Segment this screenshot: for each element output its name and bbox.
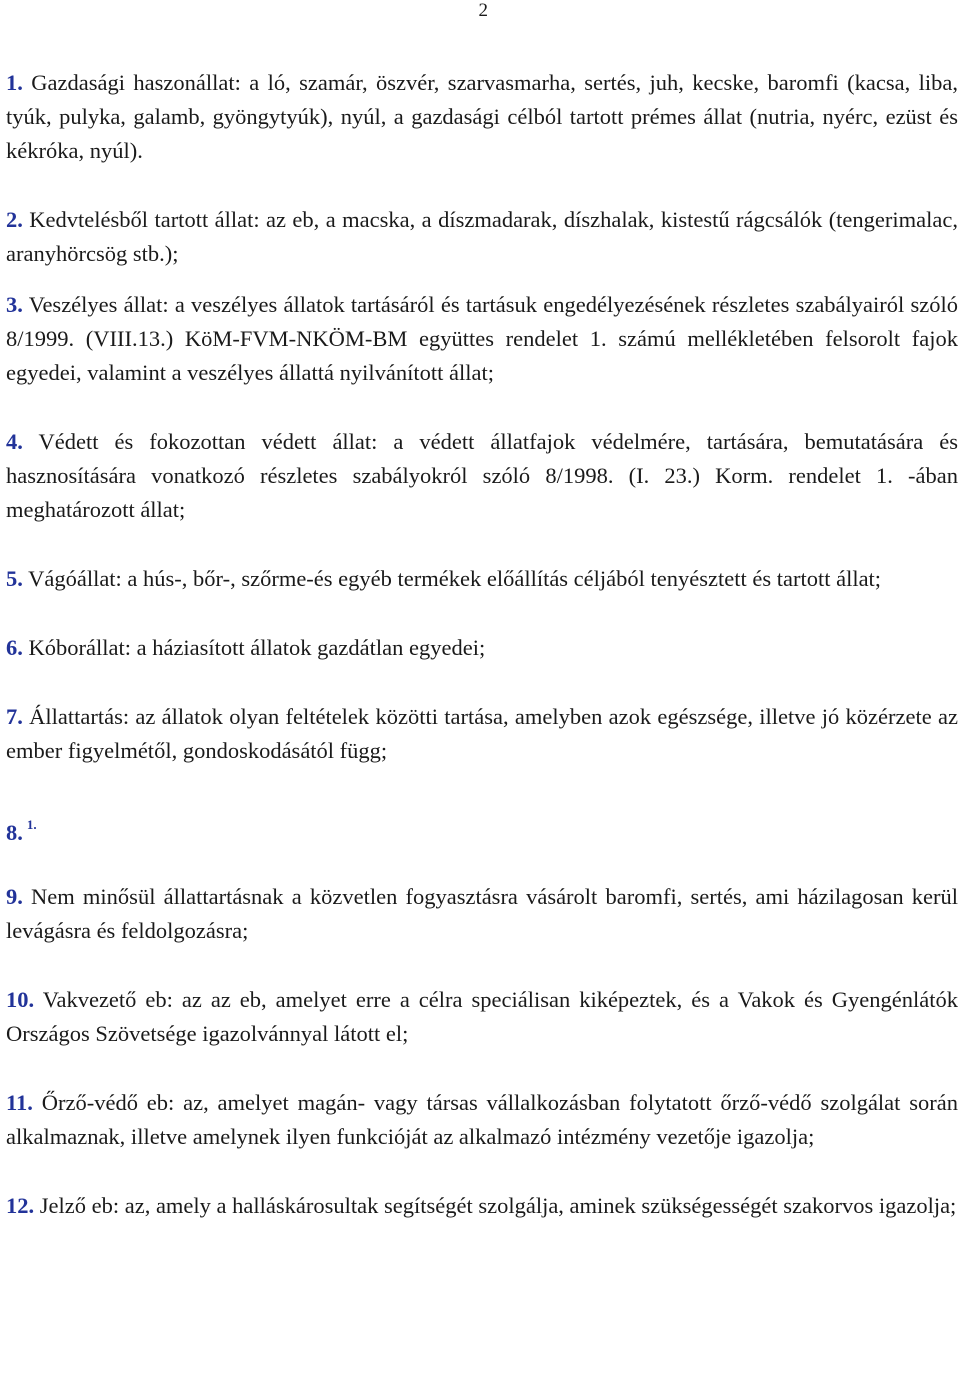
definition-item-10 [6, 983, 958, 1051]
item-number: 8. [6, 820, 23, 845]
item-text: Állattartás: az állatok olyan feltételek közötti tartása, amelyben azok egészsége, illetve jó közérzete az ember figyelmétől, gondoskodásától függ; [6, 704, 958, 763]
item-number: 12. [6, 1193, 35, 1218]
definitions-list [6, 66, 958, 1223]
item-number: 3. [6, 292, 23, 317]
item-number: 1. [6, 70, 23, 95]
definition-item-8 [6, 808, 958, 850]
definition-item-1 [6, 66, 958, 168]
item-number: 9. [6, 884, 23, 909]
item-number: 4. [6, 429, 23, 454]
item-text: Kóborállat: a háziasított állatok gazdátlan egyedei; [22, 635, 486, 660]
definition-item-4 [6, 425, 958, 527]
item-number: 2. [6, 207, 23, 232]
item-number: 5. [6, 566, 23, 591]
item-text: Védett és fokozottan védett állat: a védett állatfajok védelmére, tartására, bemutatására és hasznosítására vonatkozó részletes szabályokról szóló 8/1998. (I. 23.) Korm. rendelet 1. -ában meghatározott állat; [6, 429, 958, 522]
item-text: Vágóállat: a hús-, bőr-, szőrme-és egyéb termékek előállítás céljából tenyésztett és tartott állat; [22, 566, 882, 591]
item-text: Nem minősül állattartásnak a közvetlen fogyasztásra vásárolt baromfi, sertés, ami házilagosan kerül levágásra és feldolgozásra; [6, 884, 958, 943]
item-number: 11. [6, 1090, 33, 1115]
item-text: Jelző eb: az, amely a halláskárosultak segítségét szolgálja, aminek szükségességét szakorvos igazolja; [34, 1193, 957, 1218]
definition-item-6 [6, 631, 958, 665]
page-number: 2 [478, 0, 488, 21]
item-text: Őrző-védő eb: az, amelyet magán- vagy társas vállalkozásban folytatott őrző-védő szolgálat során alkalmaznak, illetve amelynek ilyen funkcióját az alkalmazó intézmény vezetője igazolja; [6, 1090, 958, 1149]
definition-item-11 [6, 1086, 958, 1154]
item-text: Veszélyes állat: a veszélyes állatok tartásáról és tartásuk engedélyezésének részletes szabályairól szóló 8/1999. (VIII.13.) KöM-FVM-NKÖM-BM együttes rendelet 1. számú mellékletében felsorolt fajok egyedei, valamint a veszélyes állattá nyilvánított állat; [6, 292, 958, 385]
definition-item-9 [6, 880, 958, 948]
item-number: 7. [6, 704, 23, 729]
definition-item-5 [6, 562, 958, 596]
footnote-marker: 1. [26, 817, 37, 832]
definition-item-12 [6, 1189, 958, 1223]
item-number: 10. [6, 987, 35, 1012]
definition-item-2 [6, 203, 958, 271]
definition-item-3 [6, 288, 958, 390]
item-text: Gazdasági haszonállat: a ló, szamár, öszvér, szarvasmarha, sertés, juh, kecske, baromfi (kacsa, liba, tyúk, pulyka, galamb, gyöngytyúk), nyúl, a gazdasági célból tartott prémes állat (nutria, nyérc, ezüst és kékróka, nyúl). [6, 70, 958, 163]
item-text: Vakvezető eb: az az eb, amelyet erre a célra speciálisan kiképeztek, és a Vakok és Gyengénlátók Országos Szövetsége igazolvánnyal látott el; [6, 987, 958, 1046]
item-number: 6. [6, 635, 23, 660]
item-text: Kedvtelésből tartott állat: az eb, a macska, a díszmadarak, díszhalak, kistestű rágcsálók (tengerimalac, aranyhörcsög stb.); [6, 207, 958, 266]
definition-item-7 [6, 700, 958, 768]
